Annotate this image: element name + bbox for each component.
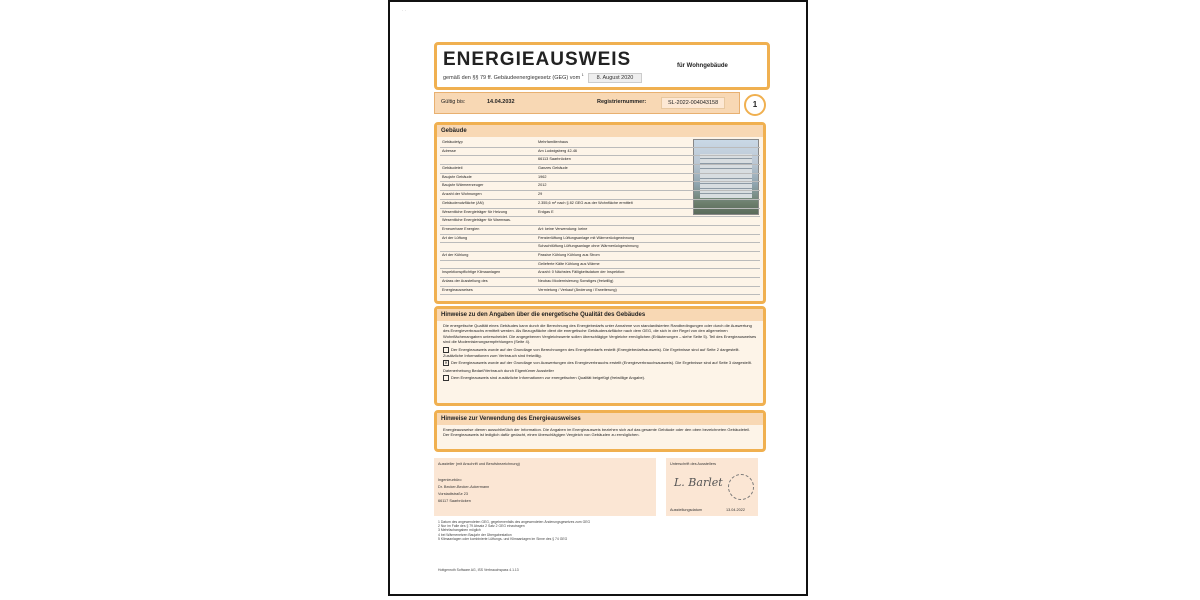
document-subtitle: für Wohngebäude (677, 63, 728, 69)
row-value: Passive Kühlung Kühlung aus Strom (538, 252, 600, 257)
row-key: Wesentliche Energieträger für Heizung (442, 209, 508, 214)
building-table-row (440, 139, 760, 148)
building-table-row (440, 278, 760, 287)
legal-basis-text: gemäß den §§ 79 ff. Gebäudeenergiegesetz (GEG) vom (443, 75, 581, 81)
issuer-box (434, 458, 656, 516)
issuer-line-1: Ingenieurbüro (438, 478, 462, 482)
row-value: Ganzes Gebäude (538, 166, 568, 171)
legal-basis (443, 73, 642, 83)
row-key: Adresse (442, 148, 456, 153)
row-value: 2.355,6 m² nach § 82 GEG aus der Wohnfläche ermittelt (538, 200, 633, 205)
hint-extra-text: Dem Energieausweis sind zusätzliche Informationen zur energetischen Qualität beigefügt (freiwillige Angabe). (451, 375, 646, 381)
row-value: Neubau Modernisierung Sonstiges (freiwillig) (538, 279, 614, 283)
quality-hints-section (434, 306, 766, 406)
issuer-line-4: 66117 Saarbrücken (438, 499, 471, 503)
row-value: Anzahl: 0 Nächstes Fälligkeitsdatum der Inspektion: (538, 270, 626, 275)
quality-hints-heading: Hinweise zu den Angaben über die energetische Qualität des Gebäudes (437, 309, 763, 321)
row-value: Fensterlüftung Lüftungsanlage mit Wärmerückgewinnung (538, 235, 635, 240)
building-table-row (440, 269, 760, 278)
hint-paragraph: Die energetische Qualität eines Gebäudes kann durch die Berechnung des Energiebedarfs unter Annahme von standardisierten Randbedingungen oder durch die Auswertung des Energieverbrauchs ermittelt werden. Als Bezugsfläche dient die energetische Gebäudenutzfläche nach dem GEG, die sich in der Regel von den allgemeinen Wohnflächenangaben unterscheidet. Die angegebenen Vergleichswerte sollen überschlägige Vergleiche ermöglichen (Erläuterungen – siehe Seite 5). Teil des Energieausweises sind die Modernisierungsempfehlungen (Seite 4). (443, 323, 757, 345)
row-value: Erdgas E (538, 209, 554, 214)
building-section (434, 122, 766, 304)
row-key: Gebäudetyp (442, 140, 463, 144)
building-table-row (440, 148, 760, 157)
hint-option-demand (443, 347, 757, 358)
row-value: Mehrfamilienhaus (538, 140, 568, 144)
row-key: Baujahr Wärmeerzeuger (442, 183, 484, 188)
row-value: 66113 Saarbrücken (538, 157, 571, 162)
row-key: Inspektionspflichtige Klimaanlagen (442, 270, 501, 275)
building-table-row (440, 165, 760, 174)
document-title: ENERGIEAUSWEIS (443, 49, 632, 70)
footnote: 1 Datum des angewendeten GEG, gegebenenfalls des angewendeten Änderungsgesetzes zum GEG (438, 520, 591, 524)
hint-option-extra (443, 375, 757, 381)
page-number: 1 (744, 94, 766, 116)
row-value: 1962 (538, 174, 547, 179)
usage-hints-heading: Hinweise zur Verwendung des Energieausweises (437, 413, 763, 425)
footnote: 5 Klimaanlagen oder kombinierte Lüftungs- und Klimaanlagen im Sinne des § 74 GEG (438, 536, 568, 541)
issuer-label: Aussteller (mit Anschrift und Berufsbezeichnung) (438, 462, 520, 466)
building-table-row (440, 252, 760, 261)
row-value: 2012 (538, 183, 547, 188)
usage-hints-section (434, 410, 766, 452)
row-key: Gebäudenutzfläche (AN) (442, 200, 484, 205)
certificate-page (396, 2, 800, 592)
footnote: 2 Nur im Falle des § 79 Absatz 2 Satz 2 GEG einzutragen (438, 524, 525, 529)
building-table-row (440, 261, 760, 270)
legal-basis-footnote: 1 (581, 73, 584, 78)
building-table (440, 139, 760, 295)
signature-box (666, 458, 758, 516)
validity-row (434, 92, 740, 114)
stamp-seal-icon (728, 474, 754, 500)
checkbox-checked-icon: ✕ (444, 360, 448, 366)
building-table-row (440, 217, 760, 226)
issue-date: 13.04.2022 (726, 508, 746, 512)
building-table-row (440, 191, 760, 200)
row-value: Gelieferte Kälte Kühlung aus Wärme (538, 261, 600, 266)
software-note: Hottgenroth Software AG, ISS Verbrauchspass 4.1.13 (438, 568, 519, 572)
row-key: Gebäudeteil (442, 166, 463, 171)
registration-number: SL-2022-004043158 (661, 97, 725, 109)
signature-label: Unterschrift des Ausstellers (670, 462, 717, 466)
row-value: Art: keine Verwendung: keine (538, 226, 588, 231)
row-key: Energieausweises (442, 287, 473, 292)
row-value: 29 (538, 192, 543, 197)
valid-until-date: 14.04.2032 (487, 99, 515, 105)
hint-data-collection: Datenerhebung Bedarf/Verbrauch durch Eigentümer Aussteller (443, 368, 554, 374)
hint-option-consumption (443, 360, 757, 366)
building-table-row (440, 182, 760, 191)
valid-until-label: Gültig bis: (441, 99, 466, 105)
issuer-line-3: Vorstadtstraße 23 (438, 492, 468, 496)
building-table-row (440, 209, 760, 218)
building-heading: Gebäude (437, 125, 763, 137)
footnotes (438, 520, 738, 541)
row-key: Art der Lüftung (442, 235, 468, 240)
hint-consumption-text: Der Energieausweis wurde auf der Grundlage von Auswertungen des Energieverbrauchs erstellt (Energieverbrauchsausweis). Die Ergebnisse sind auf Seite 3 dargestellt. (451, 360, 752, 366)
issuer-line-2: Dr. Becker-Becker-Ackermann (438, 485, 490, 489)
footnote: 4 bei Wärmenetzen Baujahr der Übergabestation (438, 532, 512, 537)
header-box (434, 42, 770, 90)
issue-date-label: Ausstellungsdatum (670, 508, 703, 512)
row-key: Art der Kühlung (442, 252, 469, 257)
row-value: Vermietung / Verkauf (Änderung / Erweiterung) (538, 287, 617, 292)
row-value: Schachtlüftung Lüftungsanlage ohne Wärmerückgewinnung (538, 244, 639, 249)
building-table-row (440, 243, 760, 252)
page-mark: · · (402, 8, 406, 13)
row-key: Anzahl der Wohnungen (442, 192, 482, 197)
row-key: Wesentliche Energieträger für Warmwas. (442, 218, 512, 223)
row-key: Anlass der Ausstellung des (442, 279, 488, 283)
row-key: Erneuerbare Energien (442, 226, 480, 231)
registration-label: Registriernummer: (597, 99, 647, 105)
checkbox-icon (443, 375, 449, 381)
building-table-row (440, 174, 760, 183)
law-date: 8. August 2020 (588, 73, 643, 83)
hint-demand-text: Der Energieausweis wurde auf der Grundlage von Berechnungen des Energiebedarfs erstellt (Energiebedarfsausweis). Die Ergebnisse sind auf Seite 2 dargestellt. Zusätzliche Informationen zum Verbrauch sind freiwillig. (443, 346, 740, 358)
usage-hints-body: Energieausweise dienen ausschließlich der Information. Die Angaben im Energieausweis beziehen sich auf das gesamte Gebäude oder den oben bezeichneten Gebäudeteil. Der Energieausweis ist lediglich dafür gedacht, einen überschlägigen Vergleich von Gebäuden zu ermöglichen. (443, 427, 751, 438)
building-table-row (440, 235, 760, 244)
row-key: Baujahr Gebäude (442, 174, 472, 179)
building-table-row (440, 200, 760, 209)
signature: L. Barlet (674, 476, 723, 489)
document-frame (388, 0, 808, 596)
building-table-row (440, 156, 760, 165)
footnote: 3 Mehrfachangaben möglich (438, 528, 481, 533)
row-value: Am Ludwigsberg 42-46 (538, 148, 578, 153)
building-table-row (440, 226, 760, 235)
quality-hints-body (437, 321, 763, 385)
building-table-row (440, 287, 760, 296)
